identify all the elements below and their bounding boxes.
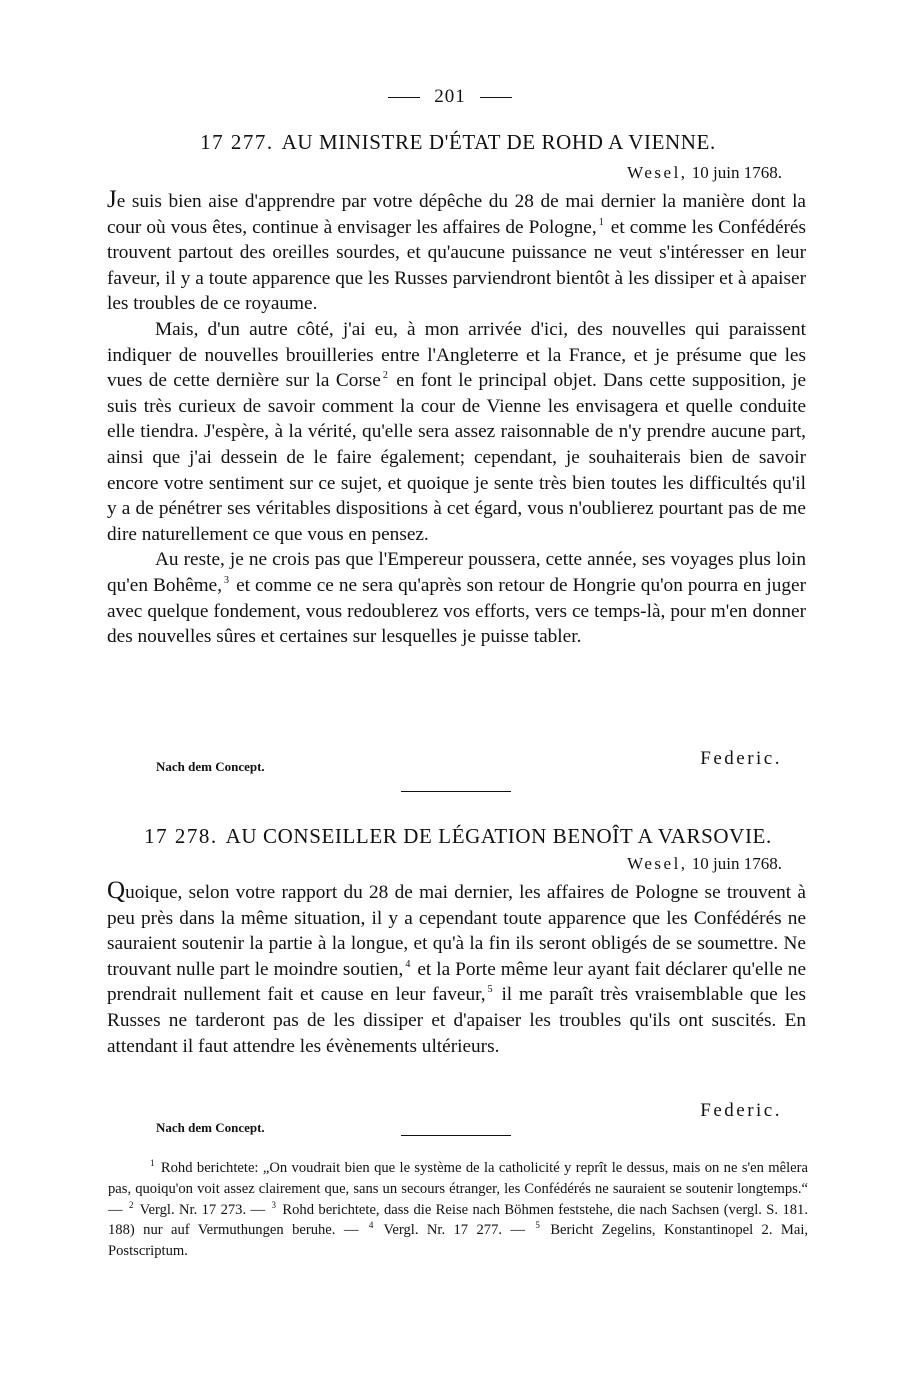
dateline-17278 — [627, 854, 782, 874]
paragraph — [107, 317, 806, 547]
letter-number: 17 278. — [144, 824, 218, 848]
page-number-dash-left — [388, 97, 420, 98]
dateline-date: 10 juin 1768. — [691, 854, 782, 873]
paragraph-text: et comme les Confédérés trouvent partout des oreilles sourdes, et qu'aucune puissance ne veut s'intéresser en leur faveur, il y a toute apparence que les Russes parviendront bientôt à les dissiper et à apaiser les troubles de ce royaume. — [107, 216, 806, 315]
footnote-ref: 1 — [598, 216, 604, 228]
footnote-text: Rohd berichtete, dass die Reise nach Böhmen feststehe, die nach Sachsen (vergl. S. 181. 188) nur auf Vermuthungen beruhe. — — [108, 1201, 808, 1239]
dateline-17277 — [627, 163, 782, 183]
letter-body-17278 — [107, 878, 806, 1059]
footnote-number: 5 — [535, 1220, 540, 1231]
letter-number: 17 277. — [200, 130, 274, 154]
paragraph — [107, 187, 806, 317]
paragraph — [107, 878, 806, 1059]
dateline-place: Wesel, — [627, 854, 688, 873]
letter-heading-17278 — [108, 824, 808, 849]
dateline-place: Wesel, — [627, 163, 688, 182]
dateline-date: 10 juin 1768. — [691, 163, 782, 182]
page-number: 201 — [434, 86, 466, 107]
letter-title: AU CONSEILLER DE LÉGATION BENOÎT A VARSOVIE. — [225, 824, 772, 848]
footnote-divider — [401, 1135, 511, 1136]
paragraph-text: Au reste, je ne crois pas que l'Empereur poussera, cette année, ses voyages plus loin qu'en Bohême, — [107, 549, 806, 596]
footnote-ref: 5 — [487, 984, 493, 996]
page-number-dash-right — [480, 97, 512, 98]
footnote-number: 2 — [128, 1199, 134, 1210]
page-number-line — [0, 86, 900, 108]
footnote-ref: 2 — [382, 370, 388, 382]
footnotes — [108, 1158, 808, 1262]
paragraph — [107, 547, 806, 649]
footnote-number: 1 — [150, 1158, 155, 1168]
source-note: Nach dem Concept. — [156, 1120, 265, 1135]
drop-cap: Q — [107, 877, 126, 904]
footnote-text: Vergl. Nr. 17 277. — — [383, 1222, 526, 1239]
drop-cap: J — [107, 186, 117, 213]
paragraph-text: et comme ce ne sera qu'après son retour de Hongrie qu'on pourra en juger avec quelque fondement, vous redoublerez vos efforts, vers ce temps-là, pour m'en donner des nouvelles sûres et certaines sur lesquelles je puisse tabler. — [107, 574, 806, 648]
paragraph-text: en font le principal objet. Dans cette supposition, je suis très curieux de savoir comment la cour de Vienne les envisagera et quelle conduite elle tiendra. J'espère, à la vérité, qu'elle sera assez raisonnable de n'y prendre aucune part, ainsi que j'ai dessein de le faire également; cependant, je souhaiterais bien de savoir encore votre sentiment sur ce sujet, et quoique je sente très bien toutes les difficultés qu'il y a de pénétrer ses véritables dispositions à cet égard, vous n'oublierez pourtant pas de me dire naturellement ce que vous en pensez. — [107, 370, 807, 545]
letter-body-17277 — [107, 187, 806, 650]
letter-heading-17277 — [108, 130, 808, 155]
paragraph-text: il me paraît très vraisemblable que les Russes ne tarderont pas de les dissiper et d'apaiser les troubles qu'ils ont suscités. En attendant il faut attendre les évènements ultérieurs. — [107, 984, 806, 1057]
section-divider — [401, 791, 511, 792]
footnote-number: 3 — [271, 1199, 276, 1210]
source-note: Nach dem Concept. — [156, 759, 265, 774]
paragraph-text: et la Porte même leur ayant fait déclarer qu'elle ne prendrait nullement fait et cause en leur faveur, — [107, 958, 806, 1006]
footnote-text: Rohd berichtete: „On voudrait bien que le système de la catholicité y reprît le dessus, mais on ne s'en mêlera pas, quoiqu'on voit assez clairement que, sans un secours étranger, les Confédérés ne sauraient se soutenir longtemps.“ — — [108, 1160, 808, 1218]
paragraph-text: e suis bien aise d'apprendre par votre dépêche du 28 de mai dernier la manière dont la cour où vous êtes, continue à envisager les affaires de Pologne, — [107, 191, 806, 238]
signature: Federic. — [700, 1100, 782, 1121]
paragraph-text: uoique, selon votre rapport du 28 de mai dernier, les affaires de Pologne se trouvent à peu près dans la même situation, il y a cependant toute apparence que les Confédérés ne sauraient soutenir la partie à la longue, et qu'à la fin ils seront obligés de se soumettre. Ne trouvant nulle part le moindre soutien, — [107, 882, 806, 980]
footnote-ref: 3 — [224, 574, 230, 586]
signature: Federic. — [700, 748, 782, 769]
footnote-text: Bericht Zegelins, Konstantinopel 2. Mai, Postscriptum. — [108, 1222, 809, 1260]
paragraph-text: Mais, d'un autre côté, j'ai eu, à mon arrivée d'ici, des nouvelles qui paraissent indiquer de nouvelles brouilleries entre l'Angleterre et la France, et je présume que les vues de cette dernière sur la Corse — [107, 318, 806, 392]
footnote-ref: 4 — [405, 958, 411, 970]
footnote-text: Vergl. Nr. 17 273. — — [139, 1201, 266, 1218]
letter-title: AU MINISTRE D'ÉTAT DE ROHD A VIENNE. — [281, 130, 716, 154]
footnote-number: 4 — [368, 1220, 374, 1231]
